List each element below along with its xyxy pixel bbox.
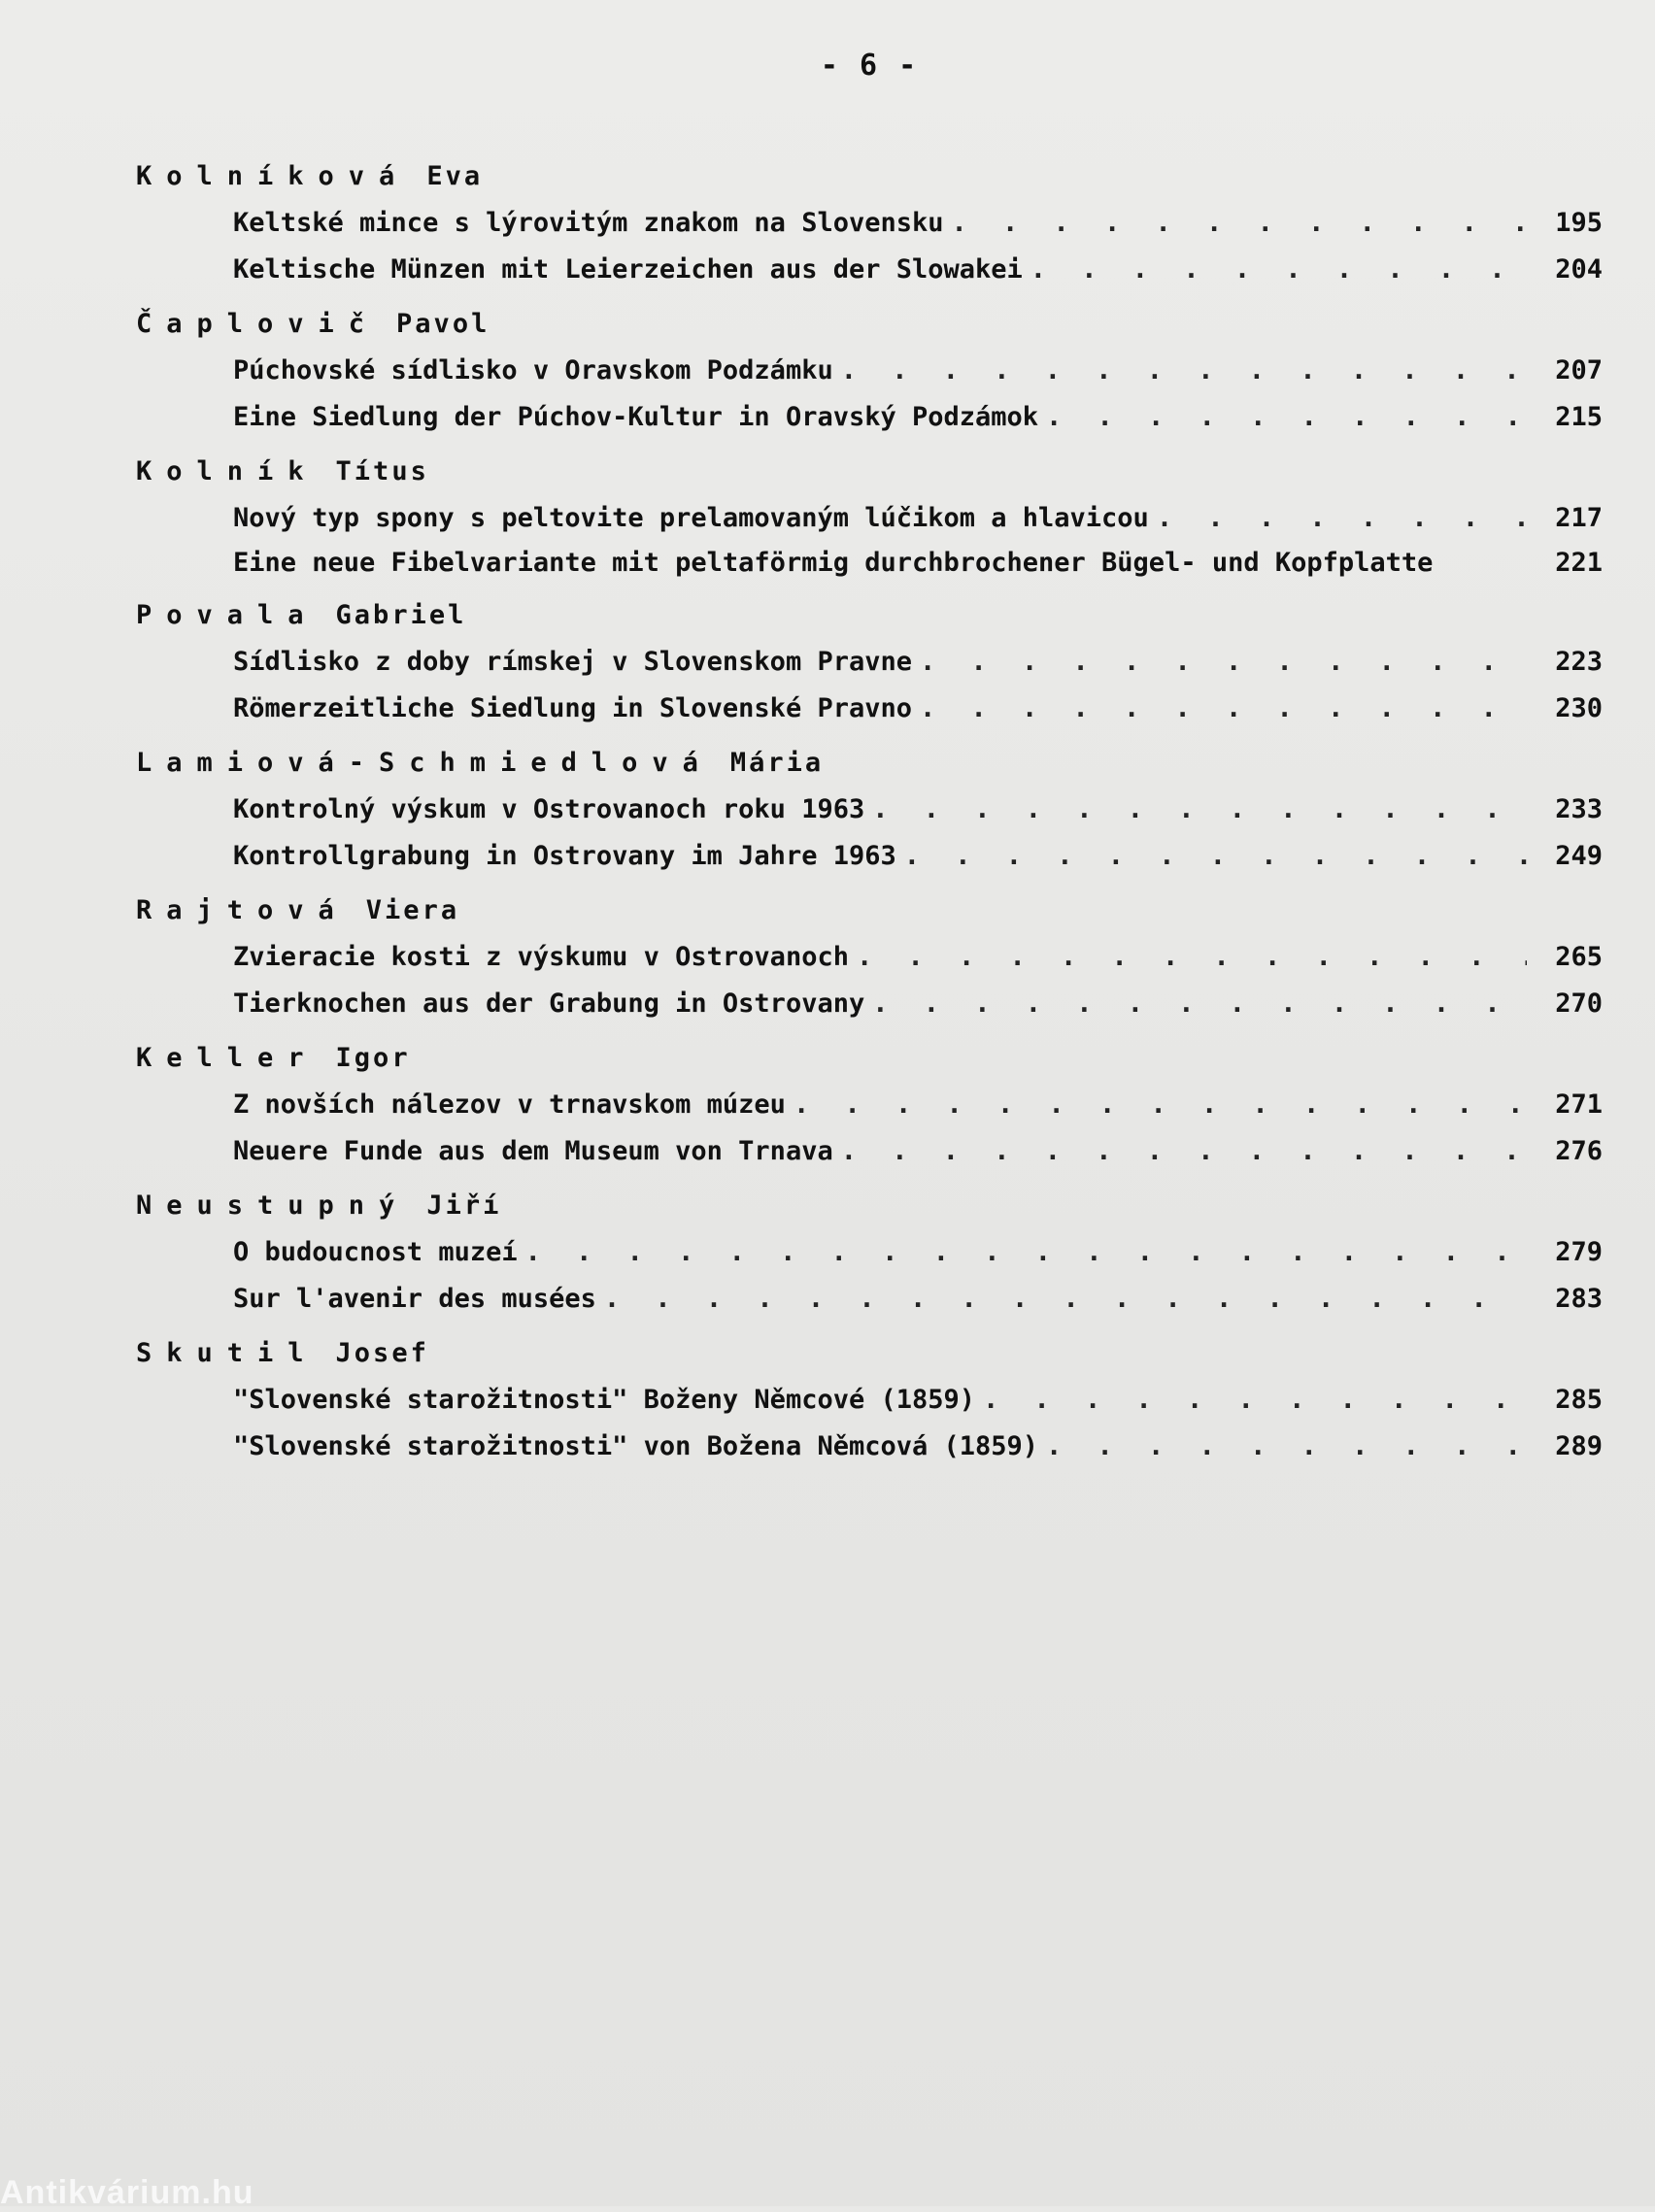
entry-title: Zvieracie kosti z výskumu v Ostrovanoch [233,942,849,972]
entry-title: Nový typ spony s peltovite prelamovaným lúčikom a hlavicou [233,503,1149,533]
author-surname: Čaplovič [136,309,380,339]
entry-title: "Slovenské starožitnosti" von Božena Němcová (1859) [233,1431,1039,1461]
toc-entry [136,495,1603,542]
toc-entry [136,1229,1603,1276]
dot-leader [1046,1424,1527,1470]
toc-section [136,1183,1603,1323]
toc-entry [136,981,1603,1027]
dot-leader [794,1082,1527,1128]
dot-leader [920,639,1527,686]
author-surname: Skutil [136,1338,319,1368]
author-given-name: Jiří [426,1190,502,1221]
watermark-logo: Antikvárium.hu [0,2174,254,2211]
toc-entry [136,542,1603,585]
author-given-name: Pavol [396,309,490,339]
author-name [136,153,1603,200]
toc-section [136,449,1603,585]
author-given-name: Igor [335,1043,411,1073]
toc-section [136,153,1603,293]
author-given-name: Viera [365,895,460,925]
entry-page-number: 204 [1555,254,1603,285]
toc-entry [136,200,1603,247]
dot-leader [920,686,1527,732]
entry-title: Tierknochen aus der Grabung in Ostrovany [233,989,865,1019]
author-given-name: Josef [335,1338,429,1368]
entry-title: Kontrollgrabung in Ostrovany im Jahre 1963 [233,841,896,871]
author-name [136,1183,1603,1229]
entry-page-number: 195 [1555,208,1603,238]
toc-section [136,1035,1603,1175]
entry-page-number: 217 [1555,503,1603,533]
toc-entry [136,686,1603,732]
author-surname: Keller [136,1043,319,1073]
author-surname: Kolníková [136,161,410,191]
entry-page-number: 285 [1555,1385,1603,1415]
dot-leader [841,348,1527,394]
dot-leader [841,1128,1527,1175]
author-given-name: Eva [426,161,484,191]
entry-page-number: 289 [1555,1431,1603,1461]
entry-title: Eine neue Fibelvariante mit peltaförmig durchbrochener Bügel- und Kopfplatte [233,548,1434,578]
toc-entry [136,394,1603,441]
toc-entry [136,1276,1603,1323]
entry-page-number: 283 [1555,1284,1603,1314]
entry-page-number: 207 [1555,355,1603,385]
dot-leader [1157,495,1527,542]
toc-section [136,592,1603,732]
toc-entry [136,348,1603,394]
entry-page-number: 230 [1555,693,1603,723]
entry-title: Kontrolný výskum v Ostrovanoch roku 1963 [233,794,865,824]
dot-leader [604,1276,1527,1323]
author-surname: Neustupný [136,1190,410,1221]
toc-entry [136,833,1603,880]
entry-page-number: 265 [1555,942,1603,972]
toc-entry [136,1377,1603,1424]
author-name [136,1035,1603,1082]
author-name [136,740,1603,787]
entry-title: Keltische Münzen mit Leierzeichen aus der Slowakei [233,254,1023,285]
entry-title: Sídlisko z doby rímskej v Slovenskom Pravne [233,647,912,677]
author-name [136,449,1603,495]
entry-title: Púchovské sídlisko v Oravskom Podzámku [233,355,833,385]
author-surname: Rajtová [136,895,349,925]
entry-title: Römerzeitliche Siedlung in Slovenské Pravno [233,693,912,723]
dot-leader [1030,247,1527,293]
entry-page-number: 279 [1555,1237,1603,1267]
entry-title: Keltské mince s lýrovitým znakom na Slovensku [233,208,944,238]
dot-leader [983,1377,1527,1424]
dot-leader [1046,394,1527,441]
entry-page-number: 271 [1555,1089,1603,1120]
entry-title: Eine Siedlung der Púchov-Kultur in Oravský Podzámok [233,402,1039,432]
author-surname: Kolník [136,456,319,486]
entry-title: Sur l'avenir des musées [233,1284,596,1314]
entry-page-number: 249 [1555,841,1603,871]
author-name [136,592,1603,639]
dot-leader [904,833,1527,880]
dot-leader [525,1229,1527,1276]
toc-entry [136,1082,1603,1128]
toc-entry [136,1128,1603,1175]
author-given-name: Gabriel [335,600,467,630]
dot-leader [872,787,1527,833]
toc-entry [136,787,1603,833]
author-name [136,301,1603,348]
entry-page-number: 223 [1555,647,1603,677]
toc-section [136,888,1603,1027]
dot-leader [952,200,1528,247]
toc-section [136,740,1603,880]
author-surname: Lamiová-Schmiedlová [136,748,713,778]
entry-page-number: 233 [1555,794,1603,824]
entry-title: "Slovenské starožitnosti" Boženy Němcové (1859) [233,1385,976,1415]
entry-page-number: 270 [1555,989,1603,1019]
toc-section [136,1330,1603,1470]
dot-leader [857,934,1527,981]
page-number: - 6 - [820,49,919,83]
author-name [136,888,1603,934]
entry-title: Neuere Funde aus dem Museum von Trnava [233,1136,833,1166]
toc-section [136,301,1603,441]
entry-page-number: 215 [1555,402,1603,432]
entry-title: O budoucnost muzeí [233,1237,518,1267]
author-given-name: Mária [729,748,825,778]
entry-page-number: 276 [1555,1136,1603,1166]
dot-leader [872,981,1527,1027]
toc-entry [136,1424,1603,1470]
table-of-contents [136,146,1603,1470]
toc-entry [136,639,1603,686]
author-name [136,1330,1603,1377]
author-given-name: Títus [335,456,429,486]
toc-entry [136,247,1603,293]
toc-entry [136,934,1603,981]
entry-page-number: 221 [1555,548,1603,578]
author-surname: Povala [136,600,319,630]
entry-title: Z novších nálezov v trnavskom múzeu [233,1089,786,1120]
